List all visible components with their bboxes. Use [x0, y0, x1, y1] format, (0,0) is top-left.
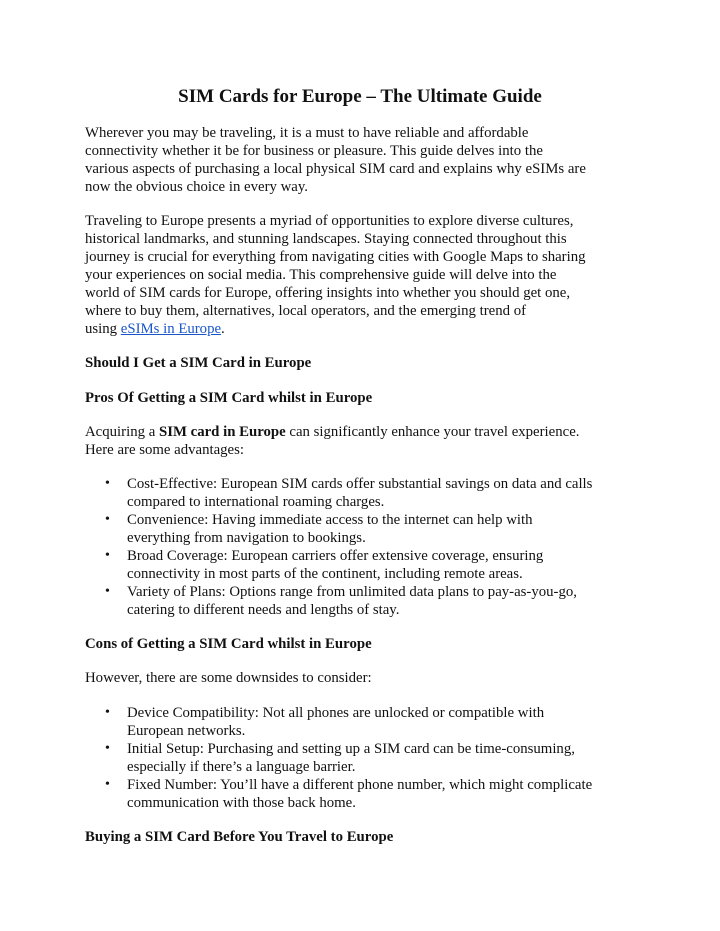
- pros-intro-line: Here are some advantages:: [85, 442, 244, 458]
- list-item: [85, 704, 645, 740]
- heading-should-get-sim: Should I Get a SIM Card in Europe: [85, 355, 312, 371]
- pros-intro-line: [85, 423, 645, 441]
- overview-last-line: [85, 320, 645, 338]
- pros-intro-paragraph: [85, 423, 645, 459]
- list-item: [85, 740, 645, 776]
- overview-last-suffix: .: [221, 321, 225, 337]
- heading-cons: Cons of Getting a SIM Card whilst in Europe: [85, 636, 372, 652]
- heading-buying: Buying a SIM Card Before You Travel to Europe: [85, 829, 394, 845]
- overview-line: your experiences on social media. This comprehensive guide will delve into the: [85, 267, 557, 283]
- intro-line: connectivity whether it be for business or pleasure. This guide delves into the: [85, 143, 543, 159]
- list-item-text: Initial Setup: Purchasing and setting up a SIM card can be time-consuming,: [127, 741, 575, 757]
- overview-line: where to buy them, alternatives, local operators, and the emerging trend of: [85, 303, 527, 319]
- list-item-text: especially if there’s a language barrier.: [127, 759, 356, 775]
- bullet-icon: •: [105, 548, 110, 563]
- bullet-icon: •: [105, 476, 110, 491]
- heading-pros: Pros Of Getting a SIM Card whilst in Europe: [85, 390, 373, 406]
- esims-europe-link[interactable]: eSIMs in Europe: [120, 321, 222, 337]
- list-item-text: compared to international roaming charges.: [127, 494, 385, 510]
- list-item: [85, 511, 645, 547]
- intro-line: now the obvious choice in every way.: [85, 179, 308, 195]
- intro-paragraph: [85, 124, 645, 196]
- list-item-text: communication with those back home.: [127, 795, 356, 811]
- list-item: [85, 583, 645, 619]
- overview-last-prefix: using: [85, 321, 121, 337]
- list-item-text: everything from navigation to bookings.: [127, 530, 366, 546]
- list-item: [85, 475, 645, 511]
- list-item: [85, 776, 645, 812]
- list-item-text: catering to different needs and lengths of stay.: [127, 602, 400, 618]
- list-item-text: connectivity in most parts of the continent, including remote areas.: [127, 566, 523, 582]
- pros-list: [85, 475, 645, 619]
- cons-intro-paragraph: However, there are some downsides to consider:: [85, 670, 372, 686]
- bullet-icon: •: [105, 777, 110, 792]
- list-item-text: Cost-Effective: European SIM cards offer substantial savings on data and calls: [127, 476, 593, 492]
- pros-intro-prefix: Acquiring a: [85, 424, 159, 440]
- list-item: [85, 547, 645, 583]
- list-item-text: Fixed Number: You’ll have a different phone number, which might complicate: [127, 777, 593, 793]
- list-item-text: Variety of Plans: Options range from unlimited data plans to pay-as-you-go,: [127, 584, 577, 600]
- bullet-icon: •: [105, 705, 110, 720]
- list-item-text: Broad Coverage: European carriers offer extensive coverage, ensuring: [127, 548, 544, 564]
- overview-line: journey is crucial for everything from navigating cities with Google Maps to sharing: [85, 249, 586, 265]
- bullet-icon: •: [105, 584, 110, 599]
- list-item-text: Convenience: Having immediate access to the internet can help with: [127, 512, 533, 528]
- bullet-icon: •: [105, 741, 110, 756]
- bullet-icon: •: [105, 512, 110, 527]
- intro-line: Wherever you may be traveling, it is a must to have reliable and affordable: [85, 125, 529, 141]
- cons-list: [85, 704, 645, 812]
- overview-line: world of SIM cards for Europe, offering insights into whether you should get one,: [85, 285, 571, 301]
- intro-line: various aspects of purchasing a local physical SIM card and explains why eSIMs are: [85, 161, 586, 177]
- overview-line: historical landmarks, and stunning landscapes. Staying connected throughout this: [85, 231, 567, 247]
- list-item-text: Device Compatibility: Not all phones are unlocked or compatible with: [127, 705, 545, 721]
- overview-line: Traveling to Europe presents a myriad of opportunities to explore diverse cultures,: [85, 213, 574, 229]
- pros-intro-suffix: can significantly enhance your travel experience.: [285, 424, 580, 440]
- overview-paragraph: [85, 212, 645, 338]
- page-title: SIM Cards for Europe – The Ultimate Guide: [178, 86, 542, 107]
- list-item-text: European networks.: [127, 723, 246, 739]
- pros-intro-bold: SIM card in Europe: [158, 424, 286, 440]
